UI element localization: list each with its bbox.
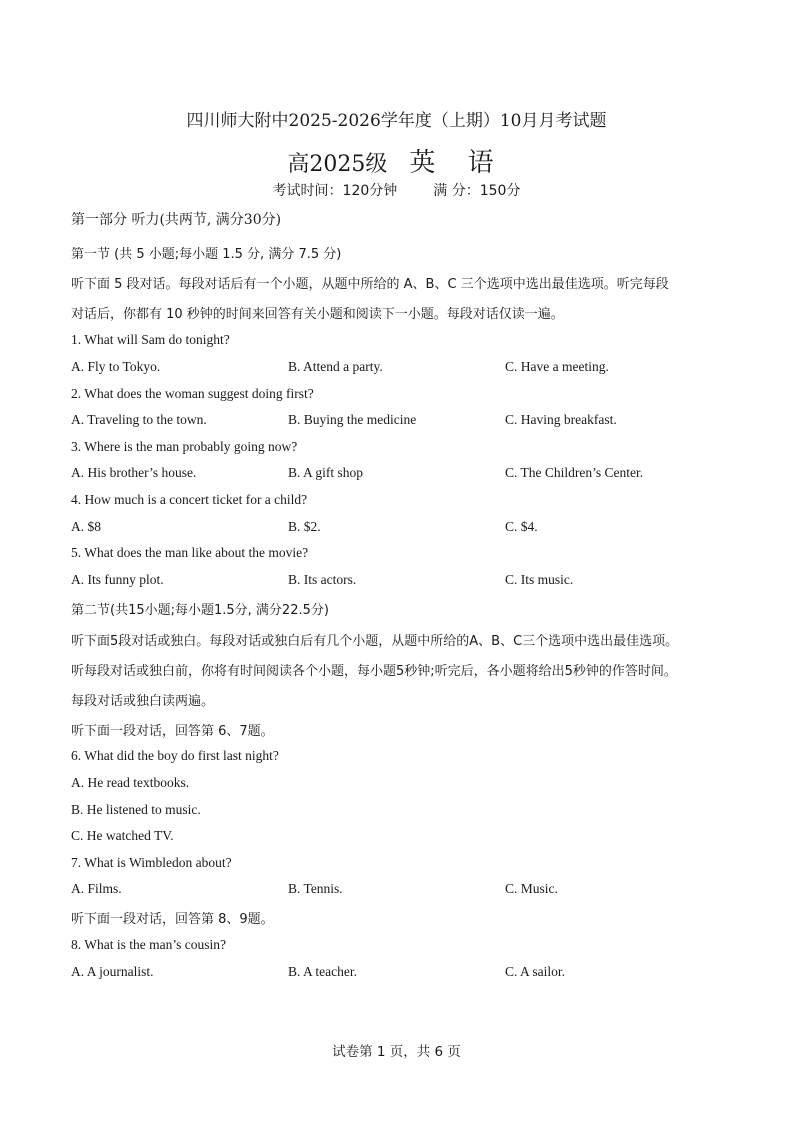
q7-option-b: B. Tennis.	[288, 881, 343, 896]
q8-option-b: B. A teacher.	[288, 964, 357, 979]
q2-option-c: C. Having breakfast.	[505, 412, 617, 427]
q7-option-c: C. Music.	[505, 881, 558, 896]
exam-info	[0, 180, 793, 200]
listen-prompt-8-9: 听下面一段对话，回答第 8、9题。	[71, 912, 274, 927]
question-5: 5. What does the man like about the movie?	[71, 545, 309, 560]
q3-option-c: C. The Children’s Center.	[505, 465, 644, 480]
question-2: 2. What does the woman suggest doing first?	[71, 386, 314, 401]
section2-instruction-line2: 听每段对话或独白前，你将有时间阅读各个小题，每小题5秒钟;听完后，各小题将给出5秒钟的作答时间。	[71, 664, 677, 679]
part1-title: 第一部分 听力(共两节, 满分30分)	[71, 212, 282, 228]
q1-option-b: B. Attend a party.	[288, 359, 383, 374]
question-4: 4. How much is a concert ticket for a child?	[71, 492, 308, 507]
question-1: 1. What will Sam do tonight?	[71, 332, 230, 347]
question-7: 7. What is Wimbledon about?	[71, 855, 232, 870]
q6-option-c: C. He watched TV.	[71, 828, 174, 843]
question-6: 6. What did the boy do first last night?	[71, 748, 279, 763]
q5-option-c: C. Its music.	[505, 572, 574, 587]
exam-title: 四川师大附中2025-2026学年度（上期）10月月考试题	[186, 111, 607, 131]
section2-instruction-line3: 每段对话或独白读两遍。	[71, 694, 215, 709]
q8-option-c: C. A sailor.	[505, 964, 566, 979]
section2-title: 第二节(共15小题;每小题1.5分, 满分22.5分)	[71, 603, 329, 618]
q4-option-a: A. $8	[71, 519, 101, 534]
exam-time: 考试时间：120分钟	[272, 183, 398, 199]
q3-option-a: A. His brother’s house.	[71, 465, 197, 480]
exam-subtitle	[0, 142, 793, 179]
listen-prompt-6-7: 听下面一段对话，回答第 6、7题。	[71, 724, 274, 739]
q6-option-a: A. He read textbooks.	[71, 775, 190, 790]
q8-option-a: A. A journalist.	[71, 964, 154, 979]
subject-label: 英 语	[409, 148, 506, 178]
question-8: 8. What is the man’s cousin?	[71, 937, 226, 952]
q4-option-c: C. $4.	[505, 519, 538, 534]
q7-option-a: A. Films.	[71, 881, 122, 896]
q6-option-b: B. He listened to music.	[71, 802, 201, 817]
grade-label: 高2025级	[287, 152, 388, 177]
q5-option-b: B. Its actors.	[288, 572, 357, 587]
q5-option-a: A. Its funny plot.	[71, 572, 164, 587]
page-footer: 试卷第 1 页，共 6 页	[332, 1044, 461, 1060]
q2-option-b: B. Buying the medicine	[288, 412, 417, 427]
exam-score: 满 分：150分	[433, 183, 521, 199]
q4-option-b: B. $2.	[288, 519, 321, 534]
q3-option-b: B. A gift shop	[288, 465, 364, 480]
section1-title: 第一节 (共 5 小题;每小题 1.5 分, 满分 7.5 分)	[71, 247, 342, 262]
section1-instruction-line2: 对话后，你都有 10 秒钟的时间来回答有关小题和阅读下一小题。每段对话仅读一遍。	[71, 307, 564, 322]
q1-option-a: A. Fly to Tokyo.	[71, 359, 161, 374]
q1-option-c: C. Have a meeting.	[505, 359, 609, 374]
q2-option-a: A. Traveling to the town.	[71, 412, 207, 427]
question-3: 3. Where is the man probably going now?	[71, 439, 298, 454]
section2-instruction-line1: 听下面5段对话或独白。每段对话或独白后有几个小题，从题中所给的A、B、C三个选项中选出最佳选项。	[71, 634, 679, 649]
section1-instruction-line1: 听下面 5 段对话。每段对话后有一个小题，从题中所给的 A、B、C 三个选项中选出最佳选项。听完每段	[71, 277, 669, 292]
